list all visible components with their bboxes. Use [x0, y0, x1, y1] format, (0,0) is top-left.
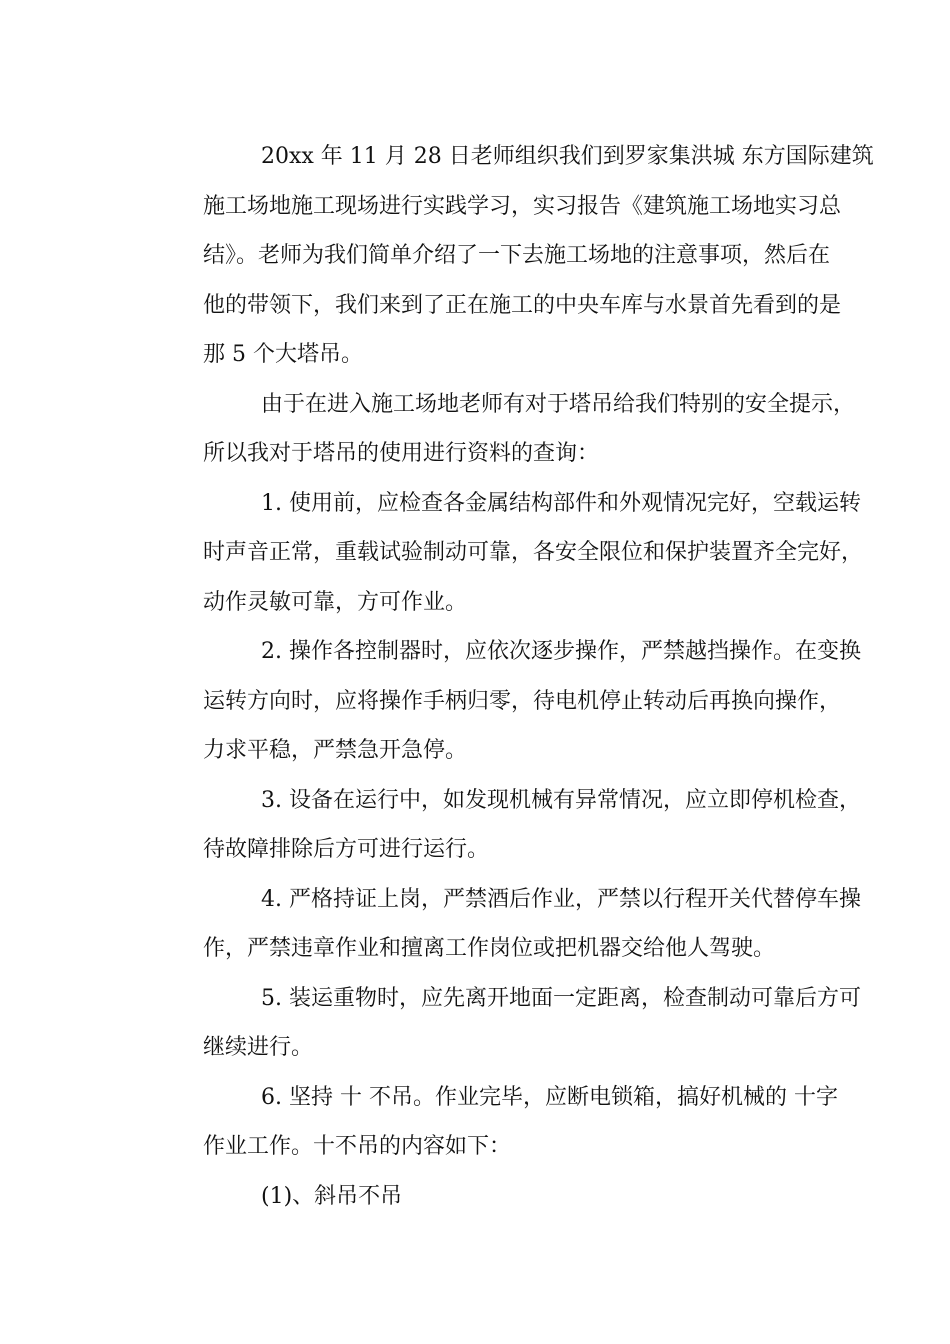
text-line: 2. 操作各控制器时，应依次逐步操作，严禁越挡操作。在变换	[261, 639, 861, 664]
text-line: 20xx 年 11 月 28 日老师组织我们到罗家集洪城 东方国际建筑	[261, 144, 874, 169]
text-line: 结》。老师为我们简单介绍了一下去施工场地的注意事项，然后在	[203, 243, 831, 268]
text-line: 时声音正常，重载试验制动可靠，各安全限位和保护装置齐全完好，	[203, 540, 864, 565]
paragraph-intro	[145, 132, 874, 380]
paragraph-item-2	[145, 627, 861, 776]
text-line: 1. 使用前，应检查各金属结构部件和外观情况完好，空载运转	[261, 490, 861, 516]
paragraph-item-1	[145, 479, 864, 628]
text-line: 4. 严格持证上岗，严禁酒后作业，严禁以行程开关代替停车操	[261, 886, 861, 912]
text-line: 作业工作。十不吊的内容如下：	[203, 1134, 512, 1159]
text-line: 所以我对于塔吊的使用进行资料的查询：	[203, 441, 600, 466]
document-body	[145, 132, 874, 1221]
text-line: 力求平稳，严禁急开急停。	[203, 738, 468, 763]
text-line: 那 5 个大塔吊。	[203, 342, 363, 367]
text-line: 施工场地施工现场进行实践学习，实习报告《建筑施工场地实习总	[203, 193, 842, 219]
text-line: 由于在进入施工场地老师有对于塔吊给我们特别的安全提示，	[261, 391, 856, 417]
text-line: 他的带领下，我们来到了正在施工的中央车库与水景首先看到的是	[203, 292, 842, 318]
text-line: 3. 设备在运行中，如发现机械有异常情况，应立即停机检查，	[261, 787, 861, 813]
paragraph-safety-note	[145, 380, 856, 479]
paragraph-item-4	[145, 875, 861, 974]
text-line: 运转方向时，应将操作手柄归零，待电机停止转动后再换向操作，	[203, 688, 842, 714]
paragraph-item-5	[145, 974, 861, 1073]
text-line: 继续进行。	[203, 1035, 314, 1060]
text-line: 6. 坚持 十 不吊。作业完毕，应断电锁箱，搞好机械的 十字	[261, 1084, 838, 1110]
text-line: 待故障排除后方可进行运行。	[203, 837, 490, 862]
paragraph-item-6	[145, 1073, 838, 1172]
text-line: 5. 装运重物时，应先离开地面一定距离，检查制动可靠后方可	[261, 985, 861, 1011]
paragraph-item-3	[145, 776, 861, 875]
text-line: 作，严禁违章作业和擅离工作岗位或把机器交给他人驾驶。	[203, 936, 776, 961]
text-line: 动作灵敏可靠，方可作业。	[203, 589, 468, 615]
text-line: (1)、斜吊不吊	[261, 1183, 403, 1209]
paragraph-subitem-1	[145, 1172, 815, 1222]
